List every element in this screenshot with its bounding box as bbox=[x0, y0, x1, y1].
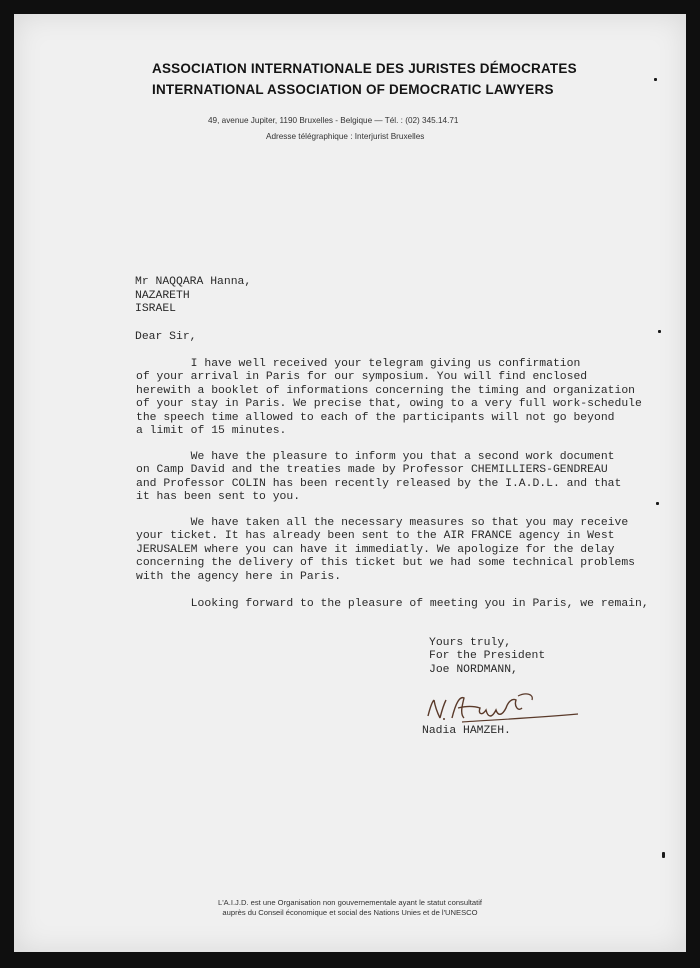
org-name-english: INTERNATIONAL ASSOCIATION OF DEMOCRATIC LAWYERS bbox=[152, 82, 554, 97]
body-paragraph-1: I have well received your telegram giving us confirmation of your arrival in Paris for our symposium. You will find enclosed herewith a booklet of informations concerning the timing and organization of your stay in Paris. We precise that, owing to a very full work-schedule the speech time allowed to each of the participants will not go beyond a limit of 15 minutes. bbox=[136, 358, 642, 438]
addressee-city: NAZARETH bbox=[135, 289, 190, 302]
salutation: Dear Sir, bbox=[135, 331, 197, 343]
addressee-name: Mr NAQQARA Hanna, bbox=[135, 276, 252, 288]
letter-page bbox=[14, 14, 686, 952]
closing-line-3: Joe NORDMANN, bbox=[429, 663, 518, 676]
closing-line-1: Yours truly, bbox=[429, 637, 512, 649]
closing-block bbox=[429, 637, 545, 677]
body-paragraph-2: We have the pleasure to inform you that a second work document on Camp David and the treaties made by Professor CHEMILLIERS-GENDREAU and Professor COLIN has been recently released by the I.A.D.L. and that it has been sent to you. bbox=[136, 451, 622, 504]
paper-speck bbox=[654, 78, 657, 81]
handwritten-signature bbox=[422, 688, 582, 728]
org-name-french: ASSOCIATION INTERNATIONALE DES JURISTES DÉMOCRATES bbox=[152, 61, 577, 76]
body-paragraph-3: We have taken all the necessary measures so that you may receive your ticket. It has already been sent to the AIR FRANCE agency in West JERUSALEM where you can have it immediatly. We apologize for the delay concerning the delivery of this ticket but we had some technical problems with the agency here in Paris. bbox=[136, 517, 635, 583]
footer-line-2: auprès du Conseil économique et social des Nations Unies et de l'UNESCO bbox=[222, 908, 478, 917]
addressee-block bbox=[135, 276, 251, 317]
addressee-country: ISRAEL bbox=[135, 303, 177, 316]
closing-line-2: For the President bbox=[429, 650, 546, 663]
paper-speck bbox=[658, 330, 661, 333]
paper-speck bbox=[662, 852, 665, 858]
signer-name: Nadia HAMZEH. bbox=[422, 725, 511, 737]
org-telegraph: Adresse télégraphique : Interjurist Bruxelles bbox=[266, 132, 425, 141]
body-paragraph-4: Looking forward to the pleasure of meeting you in Paris, we remain, bbox=[136, 598, 649, 610]
footer-line-1: L'A.I.J.D. est une Organisation non gouvernementale ayant le statut consultatif bbox=[217, 898, 482, 907]
letterhead bbox=[152, 58, 612, 100]
org-address: 49, avenue Jupiter, 1190 Bruxelles - Belgique — Tél. : (02) 345.14.71 bbox=[208, 116, 459, 125]
paper-speck bbox=[656, 502, 659, 505]
